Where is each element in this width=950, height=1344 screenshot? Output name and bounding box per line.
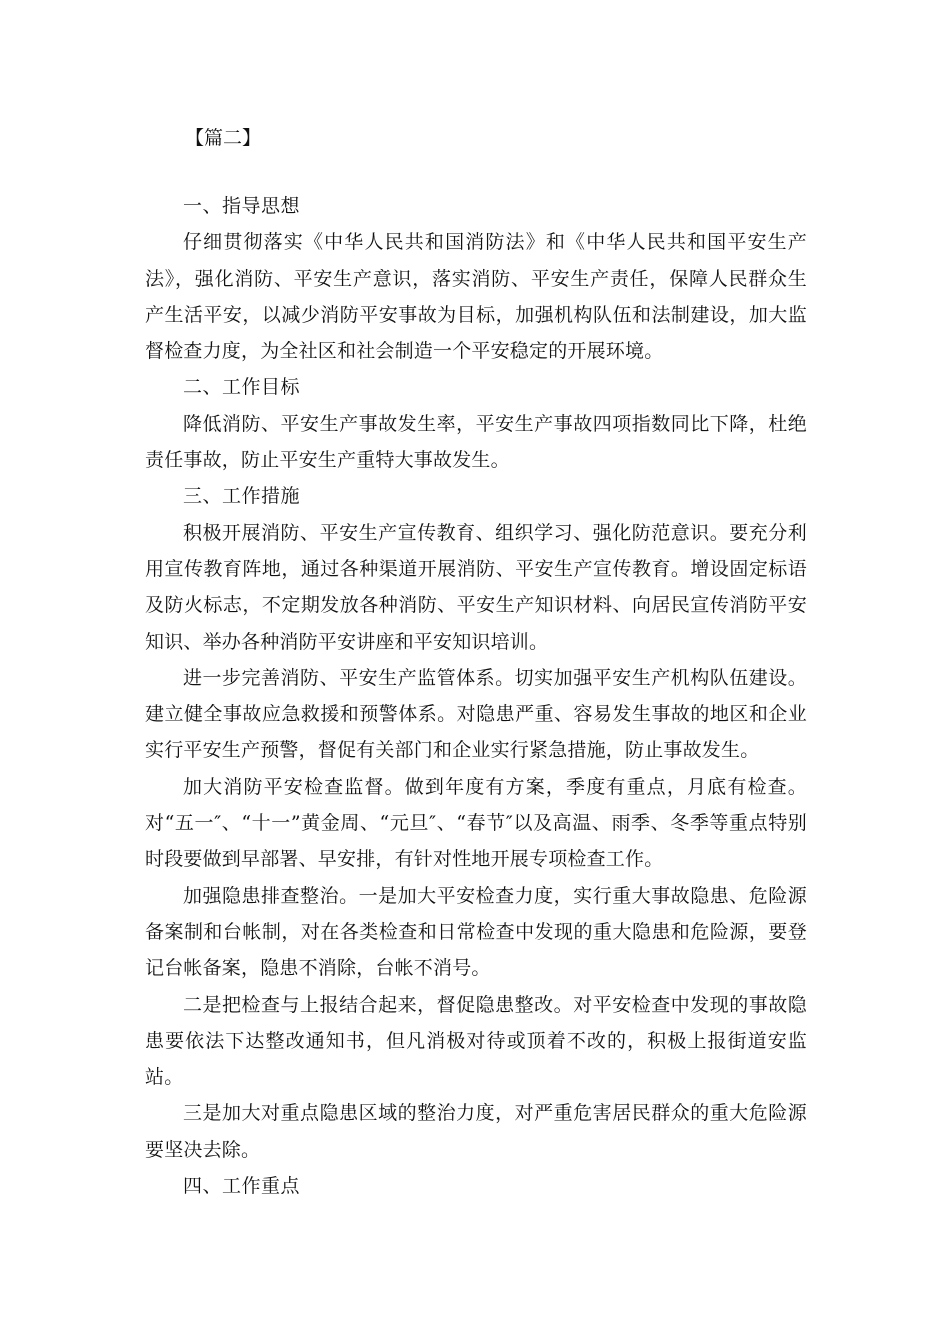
heading-guiding-ideology: 一、指导思想 xyxy=(183,195,301,217)
heading-work-focus: 四、工作重点 xyxy=(183,1175,301,1198)
heading-work-goals: 二、工作目标 xyxy=(183,376,301,399)
paragraph-key-hazard-areas: 三是加大对重点隐患区域的整治力度，对严重危害居民群众的重大危险源要坚决去除。 xyxy=(145,1102,807,1161)
paragraph-hazard-rectification: 加强隐患排查整治。一是加大平安检查力度，实行重大事故隐患、危险源备案制和台帐制，对在各类检查和日常检查中发现的重大隐患和危险源，要登记台帐备案，隐患不消除，台帐不消号。 xyxy=(145,884,807,980)
document-page xyxy=(145,0,807,1344)
paragraph-inspection-supervision: 加大消防平安检查监督。做到年度有方案，季度有重点，月底有检查。对“五一″、“十一”黄金周、“元旦″、“春节″以及高温、雨季、冬季等重点特别时段要做到早部署、早安排，有针对性地开展专项检查工作。 xyxy=(145,775,807,871)
document-body xyxy=(145,188,807,1204)
heading-work-measures: 三、工作措施 xyxy=(183,485,301,508)
paragraph-inspection-reporting: 二是把检查与上报结合起来，督促隐患整改。对平安检查中发现的事故隐患要依法下达整改通知书，但凡消极对待或顶着不改的，积极上报街道安监站。 xyxy=(145,993,807,1089)
paragraph-work-goals: 降低消防、平安生产事故发生率，平安生产事故四项指数同比下降，杜绝责任事故，防止平安生产重特大事故发生。 xyxy=(145,412,807,472)
paragraph-guiding-ideology: 仔细贯彻落实《中华人民共和国消防法》和《中华人民共和国平安生产法》，强化消防、平安生产意识，落实消防、平安生产责任，保障人民群众生产生活平安，以减少消防平安事故为目标，加强机构队伍和法制建设，加大监督检查力度，为全社区和社会制造一个平安稳定的开展环境。 xyxy=(145,231,807,363)
paragraph-supervision-system: 进一步完善消防、平安生产监管体系。切实加强平安生产机构队伍建设。建立健全事故应急救援和预警体系。对隐患严重、容易发生事故的地区和企业实行平安生产预警，督促有关部门和企业实行紧急措施，防止事故发生。 xyxy=(145,666,807,762)
paragraph-publicity-education: 积极开展消防、平安生产宣传教育、组织学习、强化防范意识。要充分利用宣传教育阵地，通过各种渠道开展消防、平安生产宣传教育。增设固定标语及防火标志，不定期发放各种消防、平安生产知识材料、向居民宣传消防平安知识、举办各种消防平安讲座和平安知识培训。 xyxy=(145,521,807,653)
section-label: 【篇二】 xyxy=(185,127,262,149)
